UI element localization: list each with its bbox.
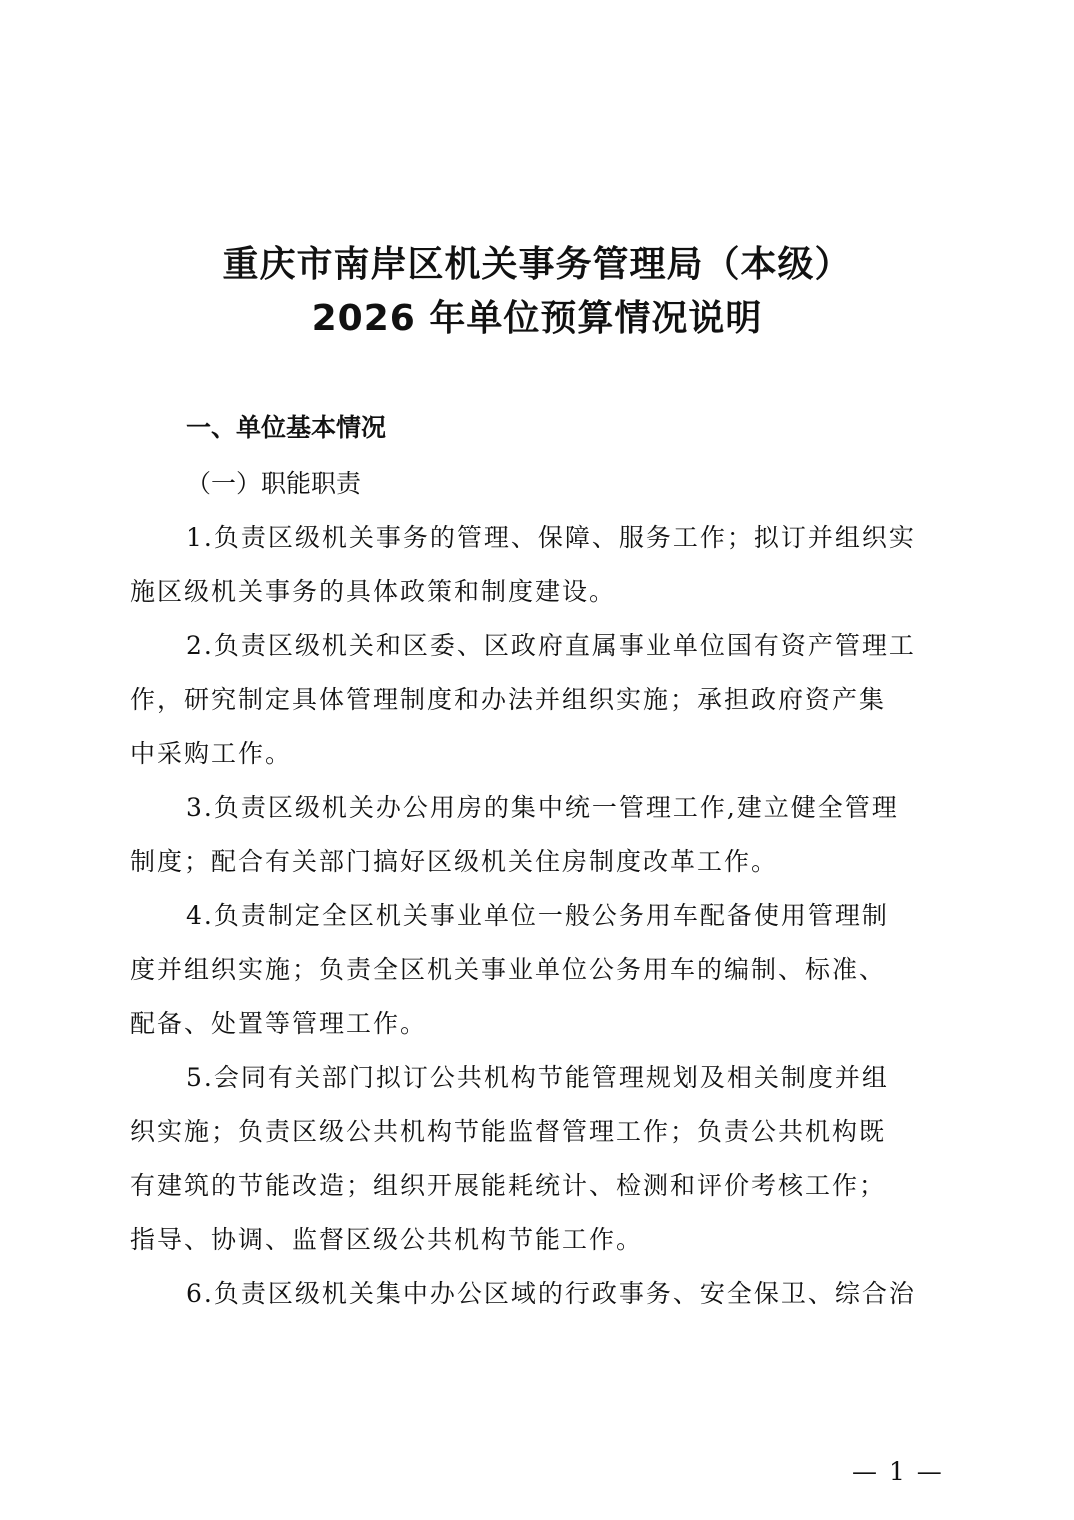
paragraph-line: 4.负责制定全区机关事业单位一般公务用车配备使用管理制	[186, 901, 889, 930]
paragraph-line: 施区级机关事务的具体政策和制度建设。	[130, 577, 617, 606]
paragraph-line: 作，研究制定具体管理制度和办法并组织实施；承担政府资产集	[130, 685, 887, 714]
paragraph-line: 6.负责区级机关集中办公区域的行政事务、安全保卫、综合治	[186, 1279, 916, 1308]
paragraph-line: 1.负责区级机关事务的管理、保障、服务工作；拟订并组织实	[186, 523, 916, 552]
paragraph-line: 中采购工作。	[130, 739, 293, 768]
document-title-line-1: 重庆市南岸区机关事务管理局（本级）	[222, 244, 852, 285]
paragraph-line: 织实施；负责区级公共机构节能监督管理工作；负责公共机构既	[130, 1117, 887, 1146]
paragraph-line: 指导、协调、监督区级公共机构节能工作。	[130, 1225, 644, 1254]
section-heading: 一、单位基本情况	[186, 413, 387, 442]
paragraph-line: 2.负责区级机关和区委、区政府直属事业单位国有资产管理工	[186, 631, 916, 660]
paragraph-line: 度并组织实施；负责全区机关事业单位公务用车的编制、标准、	[130, 955, 887, 984]
paragraph-line: 制度；配合有关部门搞好区级机关住房制度改革工作。	[130, 847, 779, 876]
paragraph-line: 有建筑的节能改造；组织开展能耗统计、检测和评价考核工作；	[130, 1171, 887, 1200]
page-number: — 1 —	[852, 1457, 944, 1486]
paragraph-line: 3.负责区级机关办公用房的集中统一管理工作,建立健全管理	[186, 793, 899, 822]
paragraph-line: 5.会同有关部门拟订公共机构节能管理规划及相关制度并组	[186, 1063, 889, 1092]
paragraph-line: 配备、处置等管理工作。	[130, 1009, 428, 1038]
subsection-heading: （一）职能职责	[186, 469, 362, 498]
document-title-line-2: 2026 年单位预算情况说明	[311, 298, 763, 339]
